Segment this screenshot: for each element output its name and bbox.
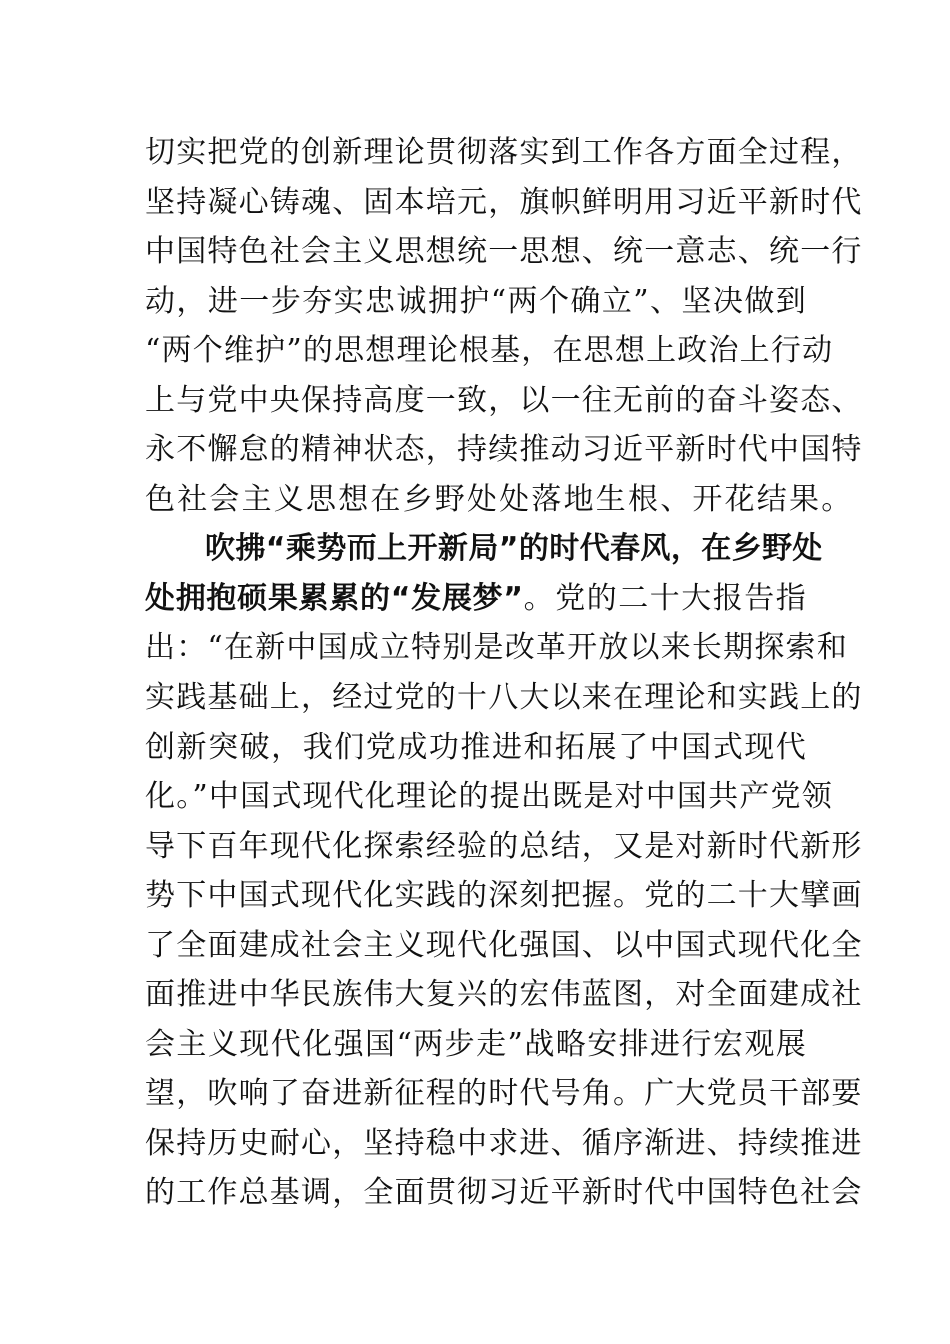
text-line: 导下百年现代化探索经验的总结，又是对新时代新形	[145, 828, 863, 864]
text-line: 会主义现代化强国“两步走”战略安排进行宏观展	[145, 1026, 807, 1062]
text-line: 的工作总基调，全面贯彻习近平新时代中国特色社会	[145, 1175, 863, 1211]
text-line: 动，进一步夯实忠诚拥护“两个确立”、坚决做到	[145, 283, 807, 319]
text-line: 面推进中华民族伟大复兴的宏伟蓝图，对全面建成社	[145, 977, 863, 1013]
section-heading-line: 吹拂“乘势而上开新局”的时代春风，在乡野处	[205, 531, 823, 567]
text-line: 上与党中央保持高度一致，以一往无前的奋斗姿态、	[145, 382, 863, 418]
section-heading-bold: 处拥抱硕果累累的“发展梦”	[145, 580, 524, 616]
text-line: 色社会主义思想在乡野处处落地生根、开花结果。	[145, 481, 854, 517]
text-line: 出：“在新中国成立特别是改革开放以来长期探索和	[145, 630, 848, 666]
text-line: 势下中国式现代化实践的深刻把握。党的二十大擘画	[145, 878, 863, 914]
text-line: 创新突破，我们党成功推进和拓展了中国式现代	[145, 729, 807, 765]
text-line: 化。”中国式现代化理论的提出既是对中国共产党领	[145, 779, 833, 815]
paragraph-1	[145, 128, 863, 524]
text-line: “两个维护”的思想理论根基，在思想上政治上行动	[145, 333, 834, 369]
text-line: 永不懈怠的精神状态，持续推动习近平新时代中国特	[145, 432, 863, 468]
heading-rest-text: 。党的二十大报告指	[523, 580, 807, 616]
text-line: 了全面建成社会主义现代化强国、以中国式现代化全	[145, 927, 863, 963]
text-line: 保持历史耐心，坚持稳中求进、循序渐进、持续推进	[145, 1125, 863, 1161]
text-line: 坚持凝心铸魂、固本培元，旗帜鲜明用习近平新时代	[145, 184, 863, 220]
body-text	[145, 128, 863, 1218]
text-line: 切实把党的创新理论贯彻落实到工作各方面全过程，	[145, 135, 863, 170]
text-line: 望，吹响了奋进新征程的时代号角。广大党员干部要	[145, 1076, 863, 1112]
text-line: 中国特色社会主义思想统一思想、统一意志、统一行	[145, 234, 863, 270]
heading-continuation-line	[145, 574, 807, 624]
paragraph-2	[145, 524, 863, 1218]
text-line: 实践基础上，经过党的十八大以来在理论和实践上的	[145, 680, 863, 716]
